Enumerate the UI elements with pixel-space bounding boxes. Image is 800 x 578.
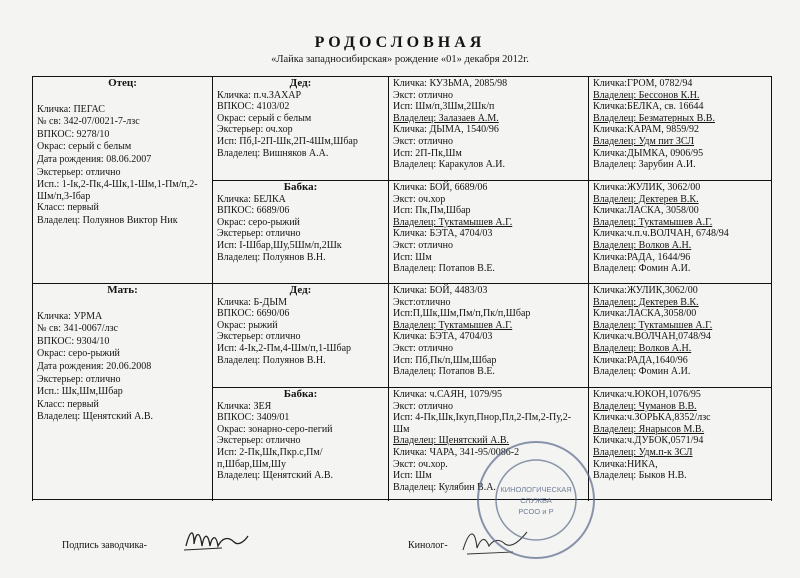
gg-owner: Владелец: Потапов В.Е. (393, 263, 495, 275)
ggg-line: Кличка:ДЫМКА, 0906/95 (593, 147, 704, 159)
grandparent-header: Дед: (289, 284, 312, 296)
ggg-line: Кличка:НИКА, (593, 458, 658, 470)
father-cell (33, 77, 213, 284)
ggg-owner: Владелец: Туктамышев А.Г. (593, 216, 713, 228)
grandparent-line: ВПКОС: 6690/06 (217, 308, 290, 320)
gg-line: Экст: отлично (393, 239, 454, 251)
father-header: Отец: (108, 77, 137, 89)
ggg-line: Кличка:РАДА,1640/96 (593, 354, 688, 366)
great-great-grandparent-cell (589, 284, 772, 388)
stamp-text-line: СЛУЖБА (520, 496, 552, 505)
ggg-line: Кличка:ЖУЛИК,3062/00 (593, 285, 698, 296)
mother-cell (33, 284, 213, 500)
ggg-owner: Владелец: Туктамышев А.Г. (593, 319, 713, 331)
father-line: Класс: первый (37, 202, 99, 214)
grandparent-line: Владелец: Полуянов В.Н. (217, 251, 326, 263)
mother-line: Исп.: Шк,Шм,Шбар (37, 386, 123, 398)
breeder-signature-label: Подпись заводчика- (62, 540, 147, 551)
grandparent-line: ВПКОС: 6689/06 (217, 205, 290, 217)
ggg-owner: Владелец: Удм пит ЗСЛ (593, 135, 695, 147)
grandparent-line: Кличка: ЗЕЯ (217, 400, 272, 412)
gg-line: Экст:отлично (393, 296, 451, 308)
great-grandparent-cell (389, 284, 589, 388)
ggg-owner: Владелец: Волков А.Н. (593, 342, 692, 354)
kennel-service-stamp (472, 436, 600, 564)
great-grandparent-cell (389, 181, 589, 284)
gg-owner: Владелец: Кулябин В.А. (393, 481, 496, 493)
gg-line: Исп: Пк,Пм,Шбар (393, 205, 471, 217)
gg-owner: Владелец: Щенятский А.В. (393, 435, 510, 447)
pedigree-table (32, 76, 772, 500)
paternal-grandfather-cell (213, 77, 389, 181)
stamp-text-line: РСОО и Р (518, 507, 554, 516)
ggg-owner: Владелец: Удм.п-к ЗСЛ (593, 446, 693, 458)
great-grandparent-cell (389, 77, 589, 181)
grandparent-line: Владелец: Вишняков А.А. (217, 147, 329, 159)
maternal-grandfather-cell (213, 284, 389, 388)
gg-line: Исп: 4-Пк,Шк,Iкуп,Пнор,Пл,2-Пм,2-Пу,2-Шм (393, 412, 572, 435)
ggg-line: Кличка:ч.ДУБОК,0571/94 (593, 435, 704, 447)
ggg-owner: Владелец: Быков Н.В. (593, 470, 687, 482)
father-line: ВПКОС: 9278/10 (37, 128, 110, 140)
grandparent-line: Исп: 2-Пк,Шк,Пкр.с,Пм/п,Шбар,Шм,Шу (217, 446, 323, 470)
breeder-signature (182, 522, 252, 554)
mother-line: Кличка: УРМА (37, 310, 103, 322)
gg-owner: Владелец: Залазаев А.М. (393, 112, 499, 124)
ggg-owner: Владелец: Чуманов В.В. (593, 400, 697, 412)
great-great-grandparent-cell (589, 77, 772, 181)
grandparent-line: Исп: 4-Iк,2-Пм,4-Шм/п,1-Шбар (217, 342, 352, 354)
gg-line: Исп: Шм (393, 470, 432, 482)
gg-line: Исп: Пб,Пк/п,Шм,Шбар (393, 354, 497, 366)
ggg-owner: Владелец: Безматерных В.В. (593, 112, 715, 124)
grandparent-line: Окрас: серо-рыжий (217, 216, 300, 228)
gg-line: Исп: 2П-Пк,Шм (393, 147, 462, 159)
father-line: Окрас: серый с белым (37, 141, 132, 153)
gg-line: Исп: Шм (393, 251, 432, 263)
mother-line: Экстерьер: отлично (37, 373, 121, 385)
gg-line: Кличка: БЭТА, 4704/03 (393, 331, 493, 343)
ggg-owner: Владелец: Дектерев В.К. (593, 193, 699, 205)
gg-line: Кличка: ч.САЯН, 1079/95 (393, 389, 503, 400)
grandparent-header: Бабка: (283, 388, 318, 400)
ggg-line: Кличка:ч.ВОЛЧАН,0748/94 (593, 331, 711, 343)
gg-line: Кличка: БЭТА, 4704/03 (393, 228, 493, 240)
mother-line: ВПКОС: 9304/10 (37, 335, 110, 347)
great-great-grandparent-cell (589, 388, 772, 500)
gg-line: Экст: оч.хор. (393, 458, 448, 470)
gg-owner: Владелец: Потапов В.Е. (393, 366, 495, 378)
document-subtitle: «Лайка западносибирская» рождение «01» декабря 2012г. (271, 54, 529, 65)
gg-owner: Владелец: Туктамышев А.Г. (393, 216, 513, 228)
ggg-owner: Владелец: Янарысов М.В. (593, 423, 705, 435)
ggg-line: Кличка:РАДА, 1644/96 (593, 251, 691, 263)
grandparent-header: Бабка: (283, 181, 318, 193)
father-line: Кличка: ПЕГАС (37, 103, 105, 115)
grandparent-line: Кличка: БЕЛКА (217, 193, 286, 205)
grandparent-line: Владелец: Щенятский А.В. (217, 470, 334, 482)
grandparent-line: Кличка: Б-ДЫМ (217, 296, 287, 308)
gg-line: Кличка: ЧАРА, 341-95/0086-2 (393, 446, 520, 458)
grandparent-header: Дед: (289, 77, 312, 89)
gg-line: Экст: отлично (393, 342, 454, 354)
father-line: Владелец: Полуянов Виктор Ник (37, 214, 178, 226)
father-line: Исп.: 1-Iк,2-Пк,4-Шк,1-Шм,1-Пм/п,2-Шм/п,3-Iбар (37, 179, 198, 202)
gg-line: Экст: оч.хор (393, 193, 446, 205)
father-line: № св: 342-07/0021-7-лзс (37, 116, 140, 128)
mother-line: Владелец: Щенятский А.В. (37, 411, 154, 423)
grandparent-line: Экстерьер: отлично (217, 331, 301, 343)
gg-line: Кличка: КУЗЬМА, 2085/98 (393, 78, 508, 89)
ggg-line: Кличка:ЛАСКА, 3058/00 (593, 205, 699, 217)
ggg-line: Кличка:ч.ЗОРЬКА,8352/лзс (593, 412, 711, 424)
grandparent-line: ВПКОС: 4103/02 (217, 101, 290, 113)
grandparent-line: Владелец: Полуянов В.Н. (217, 354, 326, 366)
father-line: Экстерьер: отлично (37, 166, 121, 178)
father-line: Дата рождения: 08.06.2007 (37, 153, 152, 165)
gg-owner: Владелец: Каракулов А.И. (393, 159, 506, 171)
mother-header: Мать: (107, 284, 138, 296)
ggg-line: Кличка:ГРОМ, 0782/94 (593, 78, 693, 89)
gg-line: Кличка: БОЙ, 4483/03 (393, 285, 488, 296)
grandparent-line: Кличка: п.ч.ЗАХАР (217, 89, 302, 101)
gg-line: Кличка: ДЫМА, 1540/96 (393, 124, 499, 136)
grandparent-line: Окрас: зонарно-серо-пегий (217, 423, 333, 435)
cynologist-signature-label: Кинолог- (408, 540, 448, 551)
maternal-grandmother-cell (213, 388, 389, 500)
document-title: РОДОСЛОВНАЯ (314, 34, 486, 51)
ggg-line: Кличка:КАРАМ, 9859/92 (593, 124, 700, 136)
grandparent-line: Окрас: рыжий (217, 319, 278, 331)
great-great-grandparent-cell (589, 181, 772, 284)
grandparent-line: ВПКОС: 3409/01 (217, 412, 290, 424)
gg-line: Исп:П,Шк,Шм,Пм/п,Пк/п,Шбар (393, 308, 531, 320)
ggg-owner: Владелец: Фомин А.И. (593, 263, 691, 275)
grandparent-line: Исп: Пб,I-2П-Шк,2П-4Шм,Шбар (217, 135, 358, 147)
stamp-text-line: КИНОЛОГИЧЕСКАЯ (500, 485, 572, 494)
mother-line: Окрас: серо-рыжий (37, 348, 120, 360)
ggg-line: Кличка:БЕЛКА, св. 16644 (593, 101, 704, 113)
ggg-owner: Владелец: Зарубин А.И. (593, 159, 696, 171)
gg-line: Экст: отлично (393, 135, 454, 147)
paternal-grandmother-cell (213, 181, 389, 284)
gg-line: Исп: Шм/п,3Шм,2Шк/п (393, 101, 495, 113)
ggg-owner: Владелец: Бессонов К.Н. (593, 89, 700, 101)
ggg-owner: Владелец: Дектерев В.К. (593, 296, 699, 308)
ggg-owner: Владелец: Фомин А.И. (593, 366, 691, 378)
mother-line: № св: 341-0067/лзс (37, 323, 118, 335)
grandparent-line: Экстерьер: отлично (217, 228, 301, 240)
ggg-owner: Владелец: Волков А.Н. (593, 239, 692, 251)
grandparent-line: Окрас: серый с белым (217, 112, 312, 124)
mother-line: Класс: первый (37, 398, 99, 410)
ggg-line: Кличка:ЛАСКА,3058/00 (593, 308, 697, 320)
mother-line: Дата рождения: 20.06.2008 (37, 360, 152, 372)
gg-line: Кличка: БОЙ, 6689/06 (393, 182, 488, 193)
gg-owner: Владелец: Туктамышев А.Г. (393, 319, 513, 331)
ggg-line: Кличка:ч.п.ч.ВОЛЧАН, 6748/94 (593, 228, 729, 240)
grandparent-line: Исп: I-Шбар,Шу,5Шм/п,2Шк (217, 239, 342, 251)
ggg-line: Кличка:ЖУЛИК, 3062/00 (593, 182, 701, 193)
ggg-line: Кличка:ч.ЮКОН,1076/95 (593, 389, 701, 400)
gg-line: Экст: отлично (393, 89, 454, 101)
grandparent-line: Экстерьер: отлично (217, 435, 301, 447)
grandparent-line: Экстерьер: оч.хор (217, 124, 293, 136)
gg-line: Экст: отлично (393, 400, 454, 412)
